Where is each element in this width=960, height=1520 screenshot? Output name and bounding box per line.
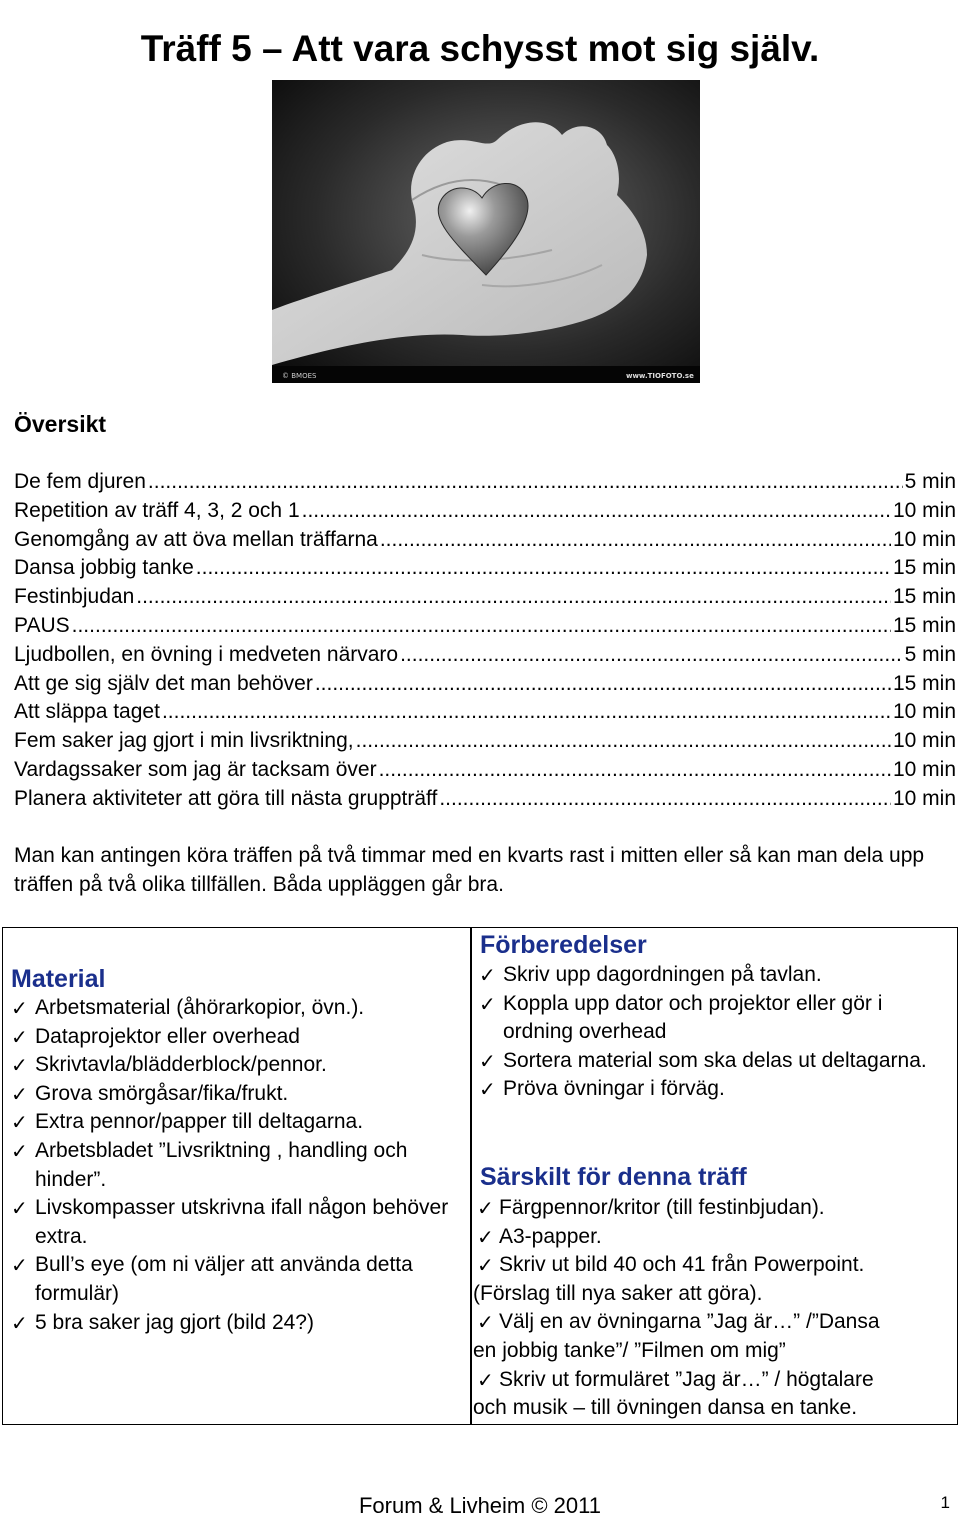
checkmark-icon: ✓ xyxy=(479,963,496,987)
special-item-text: A3-papper. xyxy=(499,1224,602,1248)
dot-leader xyxy=(148,468,903,496)
checkmark-icon: ✓ xyxy=(479,991,496,1016)
material-item-text: Livskompasser utskrivna ifall någon behöver extra. xyxy=(35,1196,449,1248)
schedule-item-label: Genomgång av att öva mellan träffarna xyxy=(14,527,378,551)
preparations-heading: Förberedelser xyxy=(480,931,647,959)
dot-leader xyxy=(196,554,891,582)
schedule-item-label: Planera aktiviteter att göra till nästa gruppträff xyxy=(14,786,438,810)
schedule-item-duration: 10 min xyxy=(892,700,956,724)
dot-leader xyxy=(356,727,891,755)
checkmark-icon: ✓ xyxy=(477,1224,494,1249)
material-item-text: Dataprojektor eller overhead xyxy=(35,1024,300,1048)
checkmark-icon: ✓ xyxy=(477,1367,494,1392)
schedule-item-duration: 10 min xyxy=(892,757,956,781)
material-item-text: Extra pennor/papper till deltagarna. xyxy=(35,1110,364,1134)
checkmark-icon: ✓ xyxy=(11,1081,28,1106)
dot-leader xyxy=(162,698,891,726)
special-item-text: Välj en av övningarna ”Jag är…” /”Dansa xyxy=(499,1310,880,1334)
schedule-item-label: Att ge sig själv det man behöver xyxy=(14,671,313,695)
schedule-item-label: Ljudbollen, en övning i medveten närvaro xyxy=(14,642,399,666)
schedule-item xyxy=(14,497,956,526)
preparation-item xyxy=(473,1075,953,1104)
preparations-list xyxy=(473,961,953,1104)
schedule-item-label: Repetition av träff 4, 3, 2 och 1 xyxy=(14,498,300,522)
material-item-text: Skrivtavla/blädderblock/pennor. xyxy=(35,1053,327,1077)
schedule-item xyxy=(14,468,956,497)
dot-leader xyxy=(400,641,903,669)
checkmark-icon: ✓ xyxy=(479,1048,496,1073)
special-item xyxy=(473,1251,953,1308)
schedule-list xyxy=(14,468,956,814)
special-item-text: Färgpennor/kritor (till festinbjudan). xyxy=(499,1196,825,1219)
schedule-item xyxy=(14,698,956,727)
schedule-item-duration: 15 min xyxy=(892,613,956,637)
dot-leader xyxy=(72,612,891,640)
material-item xyxy=(5,994,465,1023)
preparation-item-text: Sortera material som ska delas ut deltagarna. xyxy=(503,1048,927,1072)
schedule-item-duration: 5 min xyxy=(904,470,956,493)
schedule-item xyxy=(14,526,956,555)
checkmark-icon: ✓ xyxy=(477,1253,494,1278)
schedule-item-label: Vardagssaker som jag är tacksam över xyxy=(14,757,377,781)
schedule-item-duration: 10 min xyxy=(892,527,956,551)
schedule-item-duration: 5 min xyxy=(904,642,956,666)
special-item-text: Skriv ut bild 40 och 41 från Powerpoint. xyxy=(499,1253,865,1277)
special-item xyxy=(473,1223,953,1252)
overview-heading: Översikt xyxy=(14,411,107,437)
special-item-continuation: en jobbig tanke”/ ”Filmen om mig” xyxy=(473,1338,786,1362)
schedule-item xyxy=(14,670,956,699)
preparation-item-text: Koppla upp dator och projektor eller gör i ordning overhead xyxy=(503,991,883,1044)
checkmark-icon: ✓ xyxy=(11,996,28,1020)
schedule-item-duration: 10 min xyxy=(892,498,956,522)
material-item xyxy=(5,1108,465,1137)
material-item xyxy=(5,1309,465,1338)
preparation-item xyxy=(473,1047,953,1076)
page-number: 1 xyxy=(940,1493,950,1512)
material-item xyxy=(5,1251,465,1308)
schedule-item-label: PAUS xyxy=(14,613,70,637)
special-list xyxy=(473,1194,953,1423)
material-item-text: Arbetsmaterial (åhörarkopior, övn.). xyxy=(35,996,365,1019)
dot-leader xyxy=(439,785,891,813)
schedule-item xyxy=(14,612,956,641)
schedule-item xyxy=(14,641,956,670)
checkmark-icon: ✓ xyxy=(11,1024,28,1049)
special-item xyxy=(473,1366,953,1423)
special-item-text: Skriv ut formuläret ”Jag är…” / högtalare xyxy=(499,1367,874,1391)
page-title: Träff 5 – Att vara schysst mot sig själv. xyxy=(140,27,820,69)
material-item xyxy=(5,1051,465,1080)
special-item-continuation: och musik – till övningen dansa en tanke. xyxy=(473,1396,858,1420)
material-item-text: Arbetsbladet ”Livsriktning , handling och hinder”. xyxy=(35,1138,408,1191)
dot-leader xyxy=(136,583,891,611)
dot-leader xyxy=(380,526,891,554)
dot-leader xyxy=(379,756,891,784)
dot-leader xyxy=(302,497,891,525)
dot-leader xyxy=(315,670,891,698)
preparation-item xyxy=(473,990,953,1047)
schedule-item-duration: 15 min xyxy=(892,585,956,609)
schedule-item-label: Fem saker jag gjort i min livsriktning, xyxy=(14,729,354,753)
schedule-item xyxy=(14,583,956,612)
material-item xyxy=(5,1137,465,1194)
preparation-item xyxy=(473,961,953,990)
schedule-item xyxy=(14,785,956,814)
special-item-continuation: (Förslag till nya saker att göra). xyxy=(473,1281,763,1305)
footer-text: Forum & Livheim © 2011 xyxy=(358,1493,601,1518)
material-item-text: 5 bra saker jag gjort (bild 24?) xyxy=(35,1310,314,1334)
heart-in-hand-photo xyxy=(272,80,700,383)
schedule-item-duration: 10 min xyxy=(892,786,956,810)
preparation-item-text: Pröva övningar i förväg. xyxy=(503,1077,725,1101)
schedule-item-label: Festinbjudan xyxy=(14,585,135,609)
material-box xyxy=(2,927,472,1425)
schedule-item xyxy=(14,554,956,583)
photo-credit-right: www.TIOFOTO.se xyxy=(626,372,694,380)
schedule-item-duration: 15 min xyxy=(892,671,956,695)
material-item-text: Grova smörgåsar/fika/frukt. xyxy=(35,1081,289,1105)
schedule-item-duration: 10 min xyxy=(892,729,956,753)
material-item xyxy=(5,1023,465,1052)
photo-credit-left: © BMOES xyxy=(282,372,317,380)
material-heading: Material xyxy=(11,965,106,993)
checkmark-icon: ✓ xyxy=(11,1053,28,1078)
checkmark-icon: ✓ xyxy=(477,1196,494,1220)
schedule-item-duration: 15 min xyxy=(892,556,956,580)
checkmark-icon: ✓ xyxy=(477,1310,494,1335)
preparations-box xyxy=(470,927,958,1425)
checkmark-icon: ✓ xyxy=(11,1138,28,1163)
special-item xyxy=(473,1194,953,1223)
checkmark-icon: ✓ xyxy=(11,1310,28,1335)
schedule-item-label: Att släppa taget xyxy=(14,700,160,724)
special-item xyxy=(473,1308,953,1365)
checkmark-icon: ✓ xyxy=(11,1110,28,1135)
checkmark-icon: ✓ xyxy=(479,1077,496,1102)
material-item xyxy=(5,1194,465,1251)
material-item xyxy=(5,1080,465,1109)
checkmark-icon: ✓ xyxy=(11,1253,28,1278)
schedule-item-label: Dansa jobbig tanke xyxy=(14,556,194,580)
schedule-item xyxy=(14,727,956,756)
preparation-item-text: Skriv upp dagordningen på tavlan. xyxy=(503,963,822,986)
material-list xyxy=(5,994,465,1337)
schedule-item-label: De fem djuren xyxy=(14,470,146,493)
intro-paragraph: Man kan antingen köra träffen på två timmar med en kvarts rast i mitten eller så kan man dela upp träffen på två olika tillfällen. Båda uppläggen går bra. xyxy=(14,844,925,896)
material-item-text: Bull’s eye (om ni väljer att använda detta formulär) xyxy=(35,1253,413,1305)
special-heading: Särskilt för denna träff xyxy=(480,1163,747,1191)
schedule-item xyxy=(14,756,956,785)
checkmark-icon: ✓ xyxy=(11,1196,28,1221)
